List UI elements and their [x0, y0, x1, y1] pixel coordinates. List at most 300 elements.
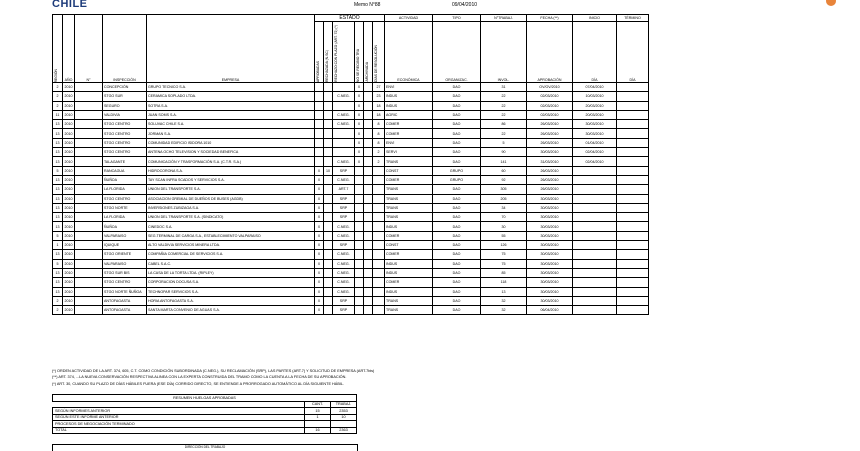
cell-tipo: DAO [433, 222, 481, 231]
table-row [53, 268, 649, 277]
cell-act: ENVI [385, 138, 433, 147]
col-inicio: INICIO [573, 15, 617, 22]
cell-trab: 32 [481, 296, 527, 305]
cell-d [355, 222, 364, 231]
cell-ano: 2010 [63, 278, 75, 287]
col-fecha: FECHA (**) [527, 15, 573, 22]
cell-reg: 13 [53, 175, 63, 184]
cell-r [324, 185, 333, 194]
cell-act: INDUS [385, 101, 433, 110]
cell-ar [364, 129, 373, 138]
cell-p [333, 148, 355, 157]
cell-emp: GRUPO TECNICO S.A. [147, 83, 315, 92]
summary-footer: DIRECCIÓN DEL TRABAJO [52, 444, 358, 451]
cell-fecha: OV/OV/2010 [527, 83, 573, 92]
summary-title: RESUMEN HUELGAS APROBADAS [53, 395, 357, 402]
col-nro: N° [75, 15, 103, 83]
table-row [53, 241, 649, 250]
col-plazo: RECHAZO CON PLAZO (ART. 72) (*) [333, 22, 355, 83]
cell-insp: VALPARAISO [103, 231, 147, 240]
cell-fecha: 30/03/2010 [527, 194, 573, 203]
cell-r [324, 92, 333, 101]
col-dias: DÍAS DE RESOLUCIÓN [373, 22, 385, 83]
cell-p: SRP [333, 166, 355, 175]
cell-nro [75, 268, 103, 277]
col-region: REGIÓN [53, 15, 63, 83]
memo-title: Memo N°88 [354, 2, 381, 8]
cell-dias [373, 213, 385, 222]
cell-p [333, 101, 355, 110]
cell-dias: 2 [373, 148, 385, 157]
cell-ano: 2010 [63, 83, 75, 92]
table-row [53, 222, 649, 231]
cell-emp: TECHNOPAR SERVICIOS S.A. [147, 287, 315, 296]
cell-act: INDUS [385, 92, 433, 101]
cell-emp: COMUNICACIÓN Y TRASFORMACIÓN S.A. (C.T.R. S.A.) [147, 157, 315, 166]
cell-trab: 75 [481, 259, 527, 268]
cell-nro [75, 157, 103, 166]
cell-dias [373, 250, 385, 259]
cell-ar [364, 101, 373, 110]
sub-fecha: APROBACIÓN [527, 22, 573, 83]
cell-tipo: GRUPO [433, 175, 481, 184]
cell-act: COMER [385, 175, 433, 184]
cell-d [355, 166, 364, 175]
cell-ini [573, 296, 617, 305]
cell-p [333, 138, 355, 147]
cell-fecha: 31/03/2010 [527, 157, 573, 166]
cell-ar [364, 120, 373, 129]
cell-insp: STGO ORIENTE [103, 250, 147, 259]
cell-ini [573, 203, 617, 212]
cell-dias [373, 287, 385, 296]
cell-p: C.NEG. [333, 175, 355, 184]
cell-act: TRANS [385, 203, 433, 212]
cell-trab: 92 [481, 175, 527, 184]
cell-insp: STGO CENTRO [103, 129, 147, 138]
cell-ar [364, 157, 373, 166]
cell-reg: 5 [53, 166, 63, 175]
cell-trab: 205 [481, 194, 527, 203]
cell-trab: 22 [481, 92, 527, 101]
cell-d: X [355, 92, 364, 101]
cell-ar [364, 138, 373, 147]
cell-emp: UNION DEL TRANSPORTE S.A. [147, 185, 315, 194]
cell-act: TRANS [385, 296, 433, 305]
cell-ter [617, 175, 649, 184]
cell-ano: 2010 [63, 148, 75, 157]
col-actividad: ACTIVIDAD [385, 15, 433, 22]
cell-dias [373, 175, 385, 184]
cell-a: X [315, 175, 324, 184]
cell-act: COMER [385, 129, 433, 138]
cell-ar [364, 166, 373, 175]
memo-date: 09/04/2010 [452, 2, 478, 8]
estado-header: ESTADO [315, 15, 385, 22]
cell-a: X [315, 203, 324, 212]
cell-ano: 2010 [63, 222, 75, 231]
cell-insp: IQUIQUE [103, 241, 147, 250]
cell-d: X [355, 129, 364, 138]
cell-insp: STGO SUR [103, 92, 147, 101]
cell-ter [617, 241, 649, 250]
table-row [53, 129, 649, 138]
cell-ar [364, 92, 373, 101]
summary-row: TOTAL 16 2363 [53, 427, 357, 434]
cell-tipo: DAO [433, 250, 481, 259]
cell-p: C.NEG. [333, 259, 355, 268]
cell-p: SRP [333, 194, 355, 203]
table-row [53, 83, 649, 92]
cell-a [315, 129, 324, 138]
cell-fecha: 26/03/2010 [527, 175, 573, 184]
cell-r [324, 194, 333, 203]
cell-ar [364, 306, 373, 315]
cell-nro [75, 120, 103, 129]
cell-trab: 55 [481, 231, 527, 240]
cell-ini [573, 241, 617, 250]
cell-ini [573, 287, 617, 296]
cell-ano: 2010 [63, 241, 75, 250]
cell-a [315, 120, 324, 129]
cell-dias: 8 [373, 120, 385, 129]
cell-d: X [355, 138, 364, 147]
cell-ano: 2010 [63, 101, 75, 110]
table-row [53, 296, 649, 305]
cell-fecha: 30/03/2010 [527, 222, 573, 231]
table-row [53, 92, 649, 101]
cell-d [355, 287, 364, 296]
table-row [53, 157, 649, 166]
cell-ter [617, 185, 649, 194]
cell-p: SRP [333, 203, 355, 212]
table-row [53, 287, 649, 296]
table-row [53, 250, 649, 259]
cell-a [315, 83, 324, 92]
cell-ter [617, 203, 649, 212]
summary-table [52, 394, 357, 434]
cell-p [333, 129, 355, 138]
cell-tipo: DAO [433, 83, 481, 92]
cell-nro [75, 250, 103, 259]
col-dado-baja: NO SE RECIBIO TRA [355, 22, 364, 83]
cell-ar [364, 278, 373, 287]
cell-r [324, 250, 333, 259]
cell-ter [617, 268, 649, 277]
cell-r [324, 148, 333, 157]
cell-act: COMER [385, 250, 433, 259]
cell-fecha: 26/03/2010 [527, 166, 573, 175]
cell-reg: 13 [53, 120, 63, 129]
cell-fecha: 30/03/2010 [527, 148, 573, 157]
cell-a: X [315, 259, 324, 268]
cell-nro [75, 213, 103, 222]
cell-ini: 20/03/2010 [573, 101, 617, 110]
cell-trab: 5 [481, 138, 527, 147]
cell-insp: ÑUÑOA [103, 175, 147, 184]
cell-r [324, 120, 333, 129]
cell-r [324, 222, 333, 231]
cell-p: ART.7 [333, 185, 355, 194]
cell-reg: 13 [53, 185, 63, 194]
cell-trab: 85 [481, 268, 527, 277]
table-row [53, 203, 649, 212]
cell-ter [617, 259, 649, 268]
cell-ini [573, 175, 617, 184]
table-row [53, 175, 649, 184]
cell-trab: 86 [481, 120, 527, 129]
cell-p: C.NEG. [333, 268, 355, 277]
cell-a: X [315, 250, 324, 259]
sub-trabaj: INVOL. [481, 22, 527, 83]
cell-a: X [315, 268, 324, 277]
cell-tipo: DAO [433, 259, 481, 268]
cell-d [355, 306, 364, 315]
table-row [53, 185, 649, 194]
cell-d: X [355, 120, 364, 129]
cell-ini [573, 185, 617, 194]
cell-p: SRP [333, 213, 355, 222]
cell-fecha: 06/04/2010 [527, 306, 573, 315]
cell-emp: INVERSIONES ZUBIZAGA S.A. [147, 203, 315, 212]
cell-a: X [315, 166, 324, 175]
cell-act: INDUS [385, 259, 433, 268]
col-inspeccion: INSPECCIÓN [103, 15, 147, 83]
cell-nro [75, 241, 103, 250]
cell-p: C.NEG. [333, 278, 355, 287]
cell-ter [617, 213, 649, 222]
cell-reg: 13 [53, 148, 63, 157]
cell-ar [364, 287, 373, 296]
cell-r [324, 203, 333, 212]
cell-reg: 13 [53, 268, 63, 277]
cell-insp: STGO NORTE ÑUÑOA [103, 287, 147, 296]
table-row [53, 213, 649, 222]
cell-act: TRANS [385, 185, 433, 194]
cell-ter [617, 250, 649, 259]
cell-ini: 02/04/2010 [573, 148, 617, 157]
cell-p: C.NEG. [333, 110, 355, 119]
cell-dias: 2 [373, 157, 385, 166]
cell-reg: 13 [53, 138, 63, 147]
cell-d [355, 185, 364, 194]
col-tipo: TIPO [433, 15, 481, 22]
cell-d [355, 231, 364, 240]
cell-nro [75, 166, 103, 175]
cell-r [324, 138, 333, 147]
cell-tipo: DAO [433, 120, 481, 129]
cell-insp: ÑUÑOA [103, 222, 147, 231]
cell-nro [75, 231, 103, 240]
cell-reg: 2 [53, 296, 63, 305]
cell-reg: 2 [53, 101, 63, 110]
cell-insp: STGO CENTRO [103, 194, 147, 203]
cell-a [315, 138, 324, 147]
table-row [53, 110, 649, 119]
cell-ano: 2010 [63, 166, 75, 175]
cell-ini: 01/04/2010 [573, 138, 617, 147]
cell-trab: 118 [481, 278, 527, 287]
cell-nro [75, 278, 103, 287]
cell-tipo: DAO [433, 194, 481, 203]
cell-d [355, 278, 364, 287]
cell-tipo: DAO [433, 278, 481, 287]
cell-d [355, 268, 364, 277]
cell-act: INDUS [385, 268, 433, 277]
cell-trab: 30 [481, 222, 527, 231]
cell-ter [617, 287, 649, 296]
cell-insp: LA FLORIDA [103, 185, 147, 194]
cell-reg: 13 [53, 157, 63, 166]
cell-tipo: DAO [433, 241, 481, 250]
cell-emp: CABEL S.A.C. [147, 259, 315, 268]
col-aprobadas: APROBADAS [315, 22, 324, 83]
table-row [53, 259, 649, 268]
table-row [53, 101, 649, 110]
sub-tipo: ORGANIZAC. [433, 22, 481, 83]
cell-trab: 22 [481, 110, 527, 119]
cell-dias [373, 231, 385, 240]
cell-ar [364, 222, 373, 231]
cell-d [355, 250, 364, 259]
cell-ano: 2010 [63, 157, 75, 166]
cell-tipo: DAO [433, 268, 481, 277]
cell-nro [75, 259, 103, 268]
col-archivada: ARCHIVADA [364, 22, 373, 83]
cell-nro [75, 129, 103, 138]
cell-emp: SEG.TERMINAL DE CARGA S.A., ESTABLECIMIENTO VALPARAISO [147, 231, 315, 240]
cell-a: X [315, 194, 324, 203]
cell-r [324, 110, 333, 119]
cell-dias [373, 296, 385, 305]
cell-reg: 13 [53, 129, 63, 138]
cell-ar [364, 296, 373, 305]
cell-ter [617, 120, 649, 129]
cell-ter [617, 92, 649, 101]
cell-p: C.NEG. [333, 287, 355, 296]
cell-a: X [315, 278, 324, 287]
cell-act: CONST [385, 166, 433, 175]
cell-dias [373, 194, 385, 203]
footnote: (*) ART. 30, CUANDO SU PLAZO DE DÍAS HÁBILES FUERA (ESE DÍA) CORRIDO DIRECTO, SE ENTIENDE A PRORROGADO AUTOMÁTICO AL DÍA SIGUIENTE HÁBIL. [52, 381, 345, 386]
cell-ar [364, 185, 373, 194]
cell-act: TRANS [385, 157, 433, 166]
cell-emp: ASOCIACION GREMIAL DE DUEÑOS DE BUSES (AGDB) [147, 194, 315, 203]
cell-ter [617, 110, 649, 119]
cell-trab: 90 [481, 148, 527, 157]
cell-ano: 2010 [63, 287, 75, 296]
cell-r [324, 175, 333, 184]
cell-ano: 2010 [63, 129, 75, 138]
col-trabaj: N°TRABAJ. [481, 15, 527, 22]
cell-r [324, 259, 333, 268]
cell-trab: 32 [481, 306, 527, 315]
cell-emp: CORPORACION DOCUSA S.A. [147, 278, 315, 287]
cell-ter [617, 101, 649, 110]
cell-nro [75, 222, 103, 231]
cell-emp: JUAN SOMS S.A. [147, 110, 315, 119]
cell-fecha: 30/03/2010 [527, 278, 573, 287]
cell-act: TRANS [385, 213, 433, 222]
cell-act: ENVI [385, 83, 433, 92]
cell-emp: HORIA ANTOFAGASTA S.A. [147, 296, 315, 305]
emblem-icon [826, 0, 836, 6]
table-row [53, 306, 649, 315]
cell-tipo: DAO [433, 138, 481, 147]
cell-r [324, 278, 333, 287]
cell-emp: ALTO VALDIVIA SERVICIOS MINERA LTDA. [147, 241, 315, 250]
cell-trab: 13 [481, 287, 527, 296]
cell-trab: 70 [481, 213, 527, 222]
cell-r [324, 241, 333, 250]
cell-insp: CONCEPCIÓN [103, 83, 147, 92]
cell-a: X [315, 222, 324, 231]
cell-ar [364, 194, 373, 203]
cell-ini: 02/04/2010 [573, 157, 617, 166]
cell-insp: TALAGANTE [103, 157, 147, 166]
cell-act: INDUS [385, 287, 433, 296]
cell-fecha: 30/03/2010 [527, 268, 573, 277]
cell-tipo: DAO [433, 129, 481, 138]
cell-trab: 34 [481, 203, 527, 212]
cell-insp: SEGURO [103, 101, 147, 110]
cell-p: SRP [333, 306, 355, 315]
cell-a [315, 110, 324, 119]
cell-reg: 13 [53, 222, 63, 231]
cell-ano: 2010 [63, 175, 75, 184]
cell-fecha: 30/03/2010 [527, 287, 573, 296]
cell-trab: 31 [481, 83, 527, 92]
cell-insp: STGO CENTRO [103, 278, 147, 287]
cell-reg: 5 [53, 259, 63, 268]
cell-ar [364, 250, 373, 259]
cell-a [315, 101, 324, 110]
footnote: (*) ORDEN ACTIVIDAD DE LA ART. 374, 605, C.T. COMO CONDICIÓN SUBORDINADA (C.NEG.), SU RECLAMACIÓN (SRP), LAS PARTES (ART.7) Y SOLICITUD DE EMPRESA (ART.7bis) [52, 369, 375, 373]
cell-r [324, 101, 333, 110]
cell-emp: ANTENA OCHO TELEVISION Y SOCIEDAD BENEFICA [147, 148, 315, 157]
cell-ini [573, 259, 617, 268]
summary-col-cant: CANT. [305, 401, 331, 408]
cell-ano: 2010 [63, 250, 75, 259]
cell-dias [373, 278, 385, 287]
logo: CHILE [52, 0, 88, 10]
cell-nro [75, 148, 103, 157]
table-row [53, 194, 649, 203]
cell-ar [364, 175, 373, 184]
cell-ar [364, 148, 373, 157]
cell-dias: 23 [373, 92, 385, 101]
huelgas-table [52, 14, 649, 315]
cell-ter [617, 296, 649, 305]
cell-nro [75, 306, 103, 315]
cell-ano: 2010 [63, 203, 75, 212]
cell-dias [373, 222, 385, 231]
cell-ini [573, 166, 617, 175]
cell-emp: JORMAN S.A. [147, 129, 315, 138]
cell-tipo: DAO [433, 306, 481, 315]
cell-ini [573, 250, 617, 259]
cell-tipo: DAO [433, 110, 481, 119]
cell-reg: 1 [53, 241, 63, 250]
col-rechazada: RECHAZADA (N.SC) [324, 22, 333, 83]
cell-dias [373, 306, 385, 315]
cell-tipo: GRUPO [433, 166, 481, 175]
cell-ter [617, 138, 649, 147]
table-row [53, 148, 649, 157]
cell-dias [373, 268, 385, 277]
cell-reg: 11 [53, 110, 63, 119]
cell-act: CONST [385, 241, 433, 250]
